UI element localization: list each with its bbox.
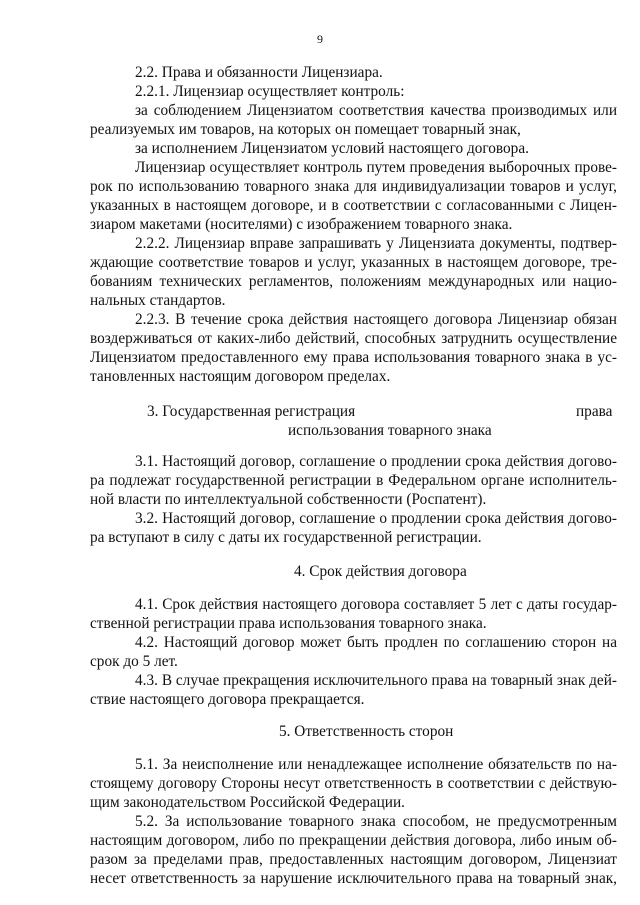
- paragraph-line: стоящему договору Стороны несут ответственность в соответствии с действую-: [90, 775, 617, 792]
- section-heading-5: 5. Ответственность сторон: [279, 723, 454, 740]
- paragraph-line: ра вступают в силу с даты их государственной регистрации.: [90, 529, 482, 546]
- paragraph-line: 4.3. В случае прекращения исключительного права на товарный знак дей-: [135, 672, 617, 689]
- paragraph-line: зиаром макетами (носителями) с изображением товарного знака.: [90, 216, 513, 233]
- paragraph-line: разом за пределами прав, предоставленных настоящим договором, Лицензиат: [90, 851, 617, 868]
- paragraph-line: ждающие соответствие товаров и услуг, указанных в настоящем договоре, тре-: [90, 254, 617, 271]
- section-heading-3-tail: права: [576, 403, 613, 420]
- paragraph-line: 5.2. За использование товарного знака способом, не предусмотренным: [135, 813, 617, 830]
- section-heading-4: 4. Срок действия договора: [294, 563, 467, 580]
- paragraph-line: несет ответственность за нарушение исключительного права на товарный знак,: [90, 870, 617, 887]
- paragraph-line: указанных в настоящем договоре, и в соответствии с согласованными с Лицен-: [90, 197, 617, 214]
- paragraph-line: 4.2. Настоящий договор может быть продлен по соглашению сторон на: [135, 634, 617, 651]
- paragraph-line: тановленных настоящим договором пределах.: [90, 368, 391, 385]
- paragraph-line: 2.2.2. Лицензиар вправе запрашивать у Лицензиата документы, подтвер-: [135, 235, 617, 252]
- paragraph-line: 2.2.1. Лицензиар осуществляет контроль:: [135, 83, 405, 100]
- paragraph-line: нальных стандартов.: [90, 292, 226, 309]
- paragraph-line: ствие настоящего договора прекращается.: [90, 691, 365, 708]
- paragraph-line: Лицензиар осуществляет контроль путем проведения выборочных прове-: [135, 159, 617, 176]
- paragraph-line: настоящим договором, либо по прекращении действия договора, либо иным об-: [90, 832, 617, 849]
- paragraph-line: ра подлежат государственной регистрации в Федеральном органе исполнитель-: [90, 472, 617, 489]
- paragraph-line: ной власти по интеллектуальной собственности (Роспатент).: [90, 491, 487, 508]
- paragraph-line: реализуемых им товаров, на которых он помещает товарный знак,: [90, 121, 521, 138]
- paragraph-line: щим законодательством Российской Федерации.: [90, 794, 405, 811]
- paragraph-line: 2.2.3. В течение срока действия настоящего договора Лицензиар обязан: [135, 311, 617, 328]
- paragraph-line: рок по использованию товарного знака для индивидуализации товаров и услуг,: [90, 178, 617, 195]
- paragraph-line: 4.1. Срок действия настоящего договора составляет 5 лет с даты государ-: [135, 596, 617, 613]
- paragraph-line: бованиям технических регламентов, положениям международных или нацио-: [90, 273, 617, 290]
- section-heading-3-line2: использования товарного знака: [288, 422, 492, 439]
- paragraph-line: 3.1. Настоящий договор, соглашение о продлении срока действия догово-: [135, 453, 617, 470]
- paragraph-line: 2.2. Права и обязанности Лицензиара.: [135, 64, 383, 81]
- paragraph-line: за исполнением Лицензиатом условий настоящего договора.: [135, 140, 529, 157]
- paragraph-line: ственной регистрации права использования товарного знака.: [90, 615, 487, 632]
- paragraph-line: Лицензиатом предоставленного ему права использования товарного знака в ус-: [90, 349, 617, 366]
- paragraph-line: воздерживаться от каких-либо действий, способных затруднить осуществление: [90, 330, 617, 347]
- paragraph-line: за соблюдением Лицензиатом соответствия качества производимых или: [135, 102, 617, 119]
- paragraph-line: 5.1. За неисполнение или ненадлежащее исполнение обязательств по на-: [135, 756, 617, 773]
- paragraph-line: 3.2. Настоящий договор, соглашение о продлении срока действия догово-: [135, 510, 617, 527]
- section-heading-3: 3. Государственная регистрация: [147, 403, 356, 420]
- paragraph-line: срок до 5 лет.: [90, 653, 178, 670]
- page-number: 9: [317, 32, 323, 46]
